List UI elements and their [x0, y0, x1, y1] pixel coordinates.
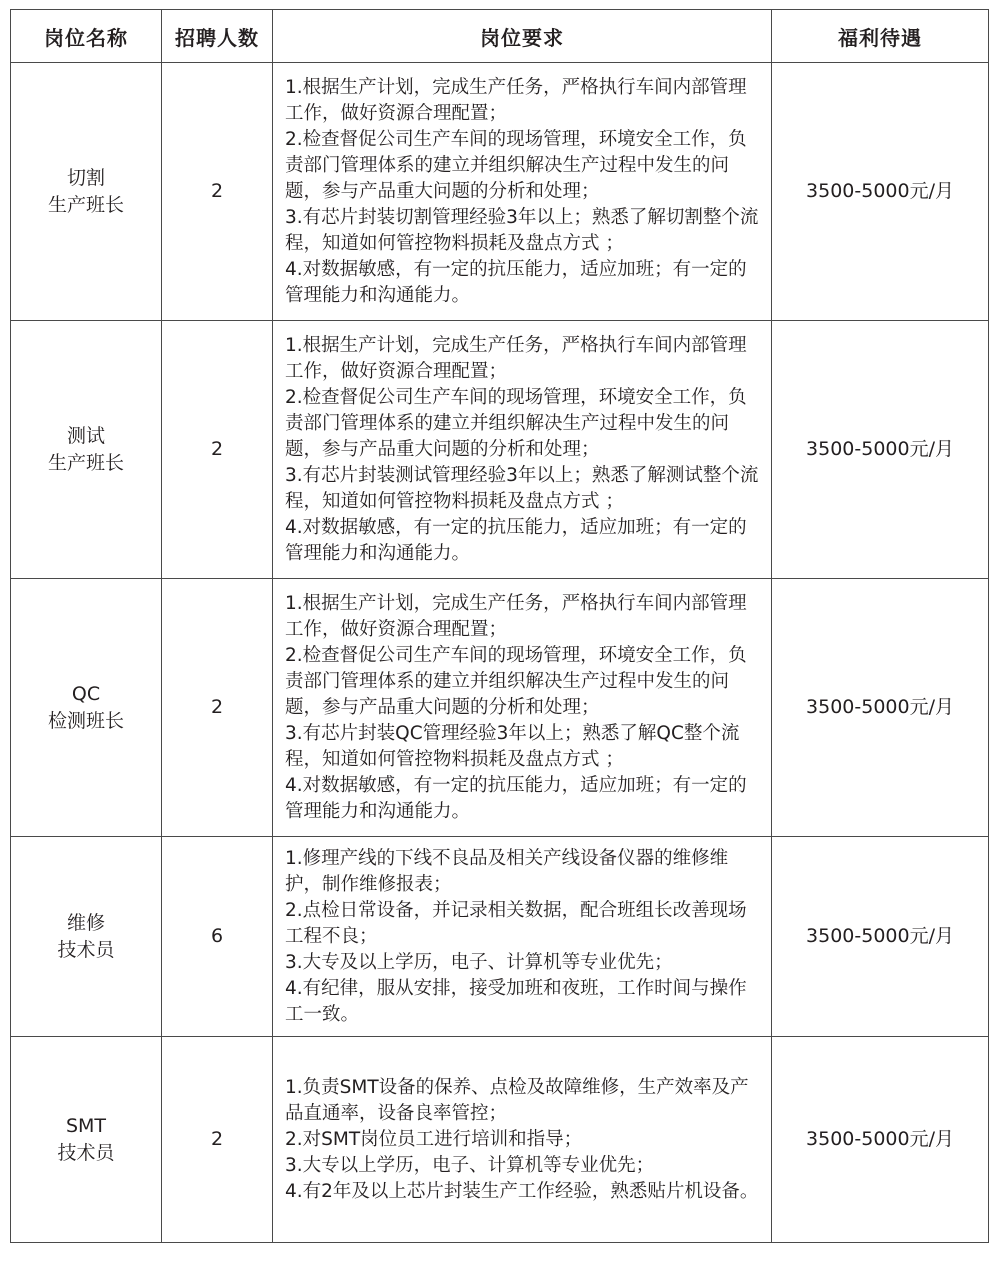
header-requirements: 岗位要求: [273, 10, 772, 63]
hire-count-cell: 6: [162, 837, 273, 1037]
position-name-line: 检测班长: [47, 709, 124, 732]
position-name-cell: [11, 837, 162, 1037]
requirement-item: 3.有芯片封装QC管理经验3年以上；熟悉了解QC整个流程，知道如何管控物料损耗及盘点方式 ；: [285, 722, 740, 770]
requirement-item: 2.检查督促公司生产车间的现场管理，环境安全工作，负责部门管理体系的建立并组织解决生产过程中发生的问题，参与产品重大问题的分析和处理；: [285, 386, 747, 460]
position-name-line: 维修: [66, 911, 105, 934]
job-table: [10, 9, 989, 1243]
position-name-line: 测试: [66, 424, 105, 447]
position-name-cell: [11, 63, 162, 321]
requirement-item: 3.有芯片封装测试管理经验3年以上；熟悉了解测试整个流程，知道如何管控物料损耗及盘点方式 ；: [285, 464, 759, 512]
requirement-item: 4.有2年及以上芯片封装生产工作经验，熟悉贴片机设备。: [285, 1180, 759, 1202]
benefits-cell: 3500-5000元/月: [772, 1037, 989, 1243]
position-name-line: SMT: [65, 1114, 107, 1137]
requirement-item: 4.对数据敏感，有一定的抗压能力，适应加班；有一定的管理能力和沟通能力。: [285, 516, 747, 564]
requirements-cell: [273, 63, 772, 321]
position-name-line: 生产班长: [47, 193, 124, 216]
position-name-line: 切割: [66, 166, 105, 189]
header-hire-count: 招聘人数: [162, 10, 273, 63]
requirements-cell: [273, 837, 772, 1037]
position-name-line: 技术员: [57, 1141, 115, 1164]
benefits-cell: 3500-5000元/月: [772, 63, 989, 321]
requirement-item: 1.负责SMT设备的保养、点检及故障维修，生产效率及产品直通率，设备良率管控；: [285, 1076, 749, 1124]
benefits-cell: 3500-5000元/月: [772, 321, 989, 579]
header-row: [11, 10, 989, 63]
position-name-line: QC: [71, 682, 101, 705]
header-position-name: 岗位名称: [11, 10, 162, 63]
hire-count-cell: 2: [162, 1037, 273, 1243]
requirement-item: 1.根据生产计划，完成生产任务，严格执行车间内部管理工作，做好资源合理配置；: [285, 76, 747, 124]
position-name-line: 技术员: [57, 938, 115, 961]
requirement-item: 4.对数据敏感，有一定的抗压能力，适应加班；有一定的管理能力和沟通能力。: [285, 258, 747, 306]
requirement-item: 3.大专及以上学历，电子、计算机等专业优先；: [285, 951, 673, 973]
requirements-cell: [273, 1037, 772, 1243]
hire-count-cell: 2: [162, 63, 273, 321]
requirement-item: 1.根据生产计划，完成生产任务，严格执行车间内部管理工作，做好资源合理配置；: [285, 592, 747, 640]
position-name-cell: [11, 1037, 162, 1243]
hire-count-cell: 2: [162, 579, 273, 837]
table-row: [11, 1037, 989, 1243]
requirement-item: 2.检查督促公司生产车间的现场管理，环境安全工作，负责部门管理体系的建立并组织解决生产过程中发生的问题，参与产品重大问题的分析和处理；: [285, 128, 747, 202]
requirement-item: 4.对数据敏感，有一定的抗压能力，适应加班；有一定的管理能力和沟通能力。: [285, 774, 747, 822]
requirement-item: 2.点检日常设备，并记录相关数据，配合班组长改善现场工程不良；: [285, 899, 747, 947]
header-benefits: 福利待遇: [772, 10, 989, 63]
table-row: [11, 579, 989, 837]
position-name-line: 生产班长: [47, 451, 124, 474]
requirements-cell: [273, 579, 772, 837]
table-row: [11, 321, 989, 579]
job-listing-sheet: [10, 9, 988, 1243]
benefits-cell: 3500-5000元/月: [772, 837, 989, 1037]
requirement-item: 3.大专以上学历，电子、计算机等专业优先；: [285, 1154, 655, 1176]
requirement-item: 4.有纪律，服从安排，接受加班和夜班，工作时间与操作工一致。: [285, 977, 747, 1025]
requirement-item: 2.检查督促公司生产车间的现场管理，环境安全工作，负责部门管理体系的建立并组织解决生产过程中发生的问题，参与产品重大问题的分析和处理；: [285, 644, 747, 718]
requirement-item: 2.对SMT岗位员工进行培训和指导；: [285, 1128, 583, 1150]
table-row: [11, 837, 989, 1037]
requirement-item: 3.有芯片封装切割管理经验3年以上；熟悉了解切割整个流程，知道如何管控物料损耗及盘点方式 ；: [285, 206, 759, 254]
requirements-cell: [273, 321, 772, 579]
table-row: [11, 63, 989, 321]
benefits-cell: 3500-5000元/月: [772, 579, 989, 837]
requirement-item: 1.根据生产计划，完成生产任务，严格执行车间内部管理工作，做好资源合理配置；: [285, 334, 747, 382]
position-name-cell: [11, 579, 162, 837]
hire-count-cell: 2: [162, 321, 273, 579]
requirement-item: 1.修理产线的下线不良品及相关产线设备仪器的维修维护，制作维修报表；: [285, 847, 729, 895]
position-name-cell: [11, 321, 162, 579]
